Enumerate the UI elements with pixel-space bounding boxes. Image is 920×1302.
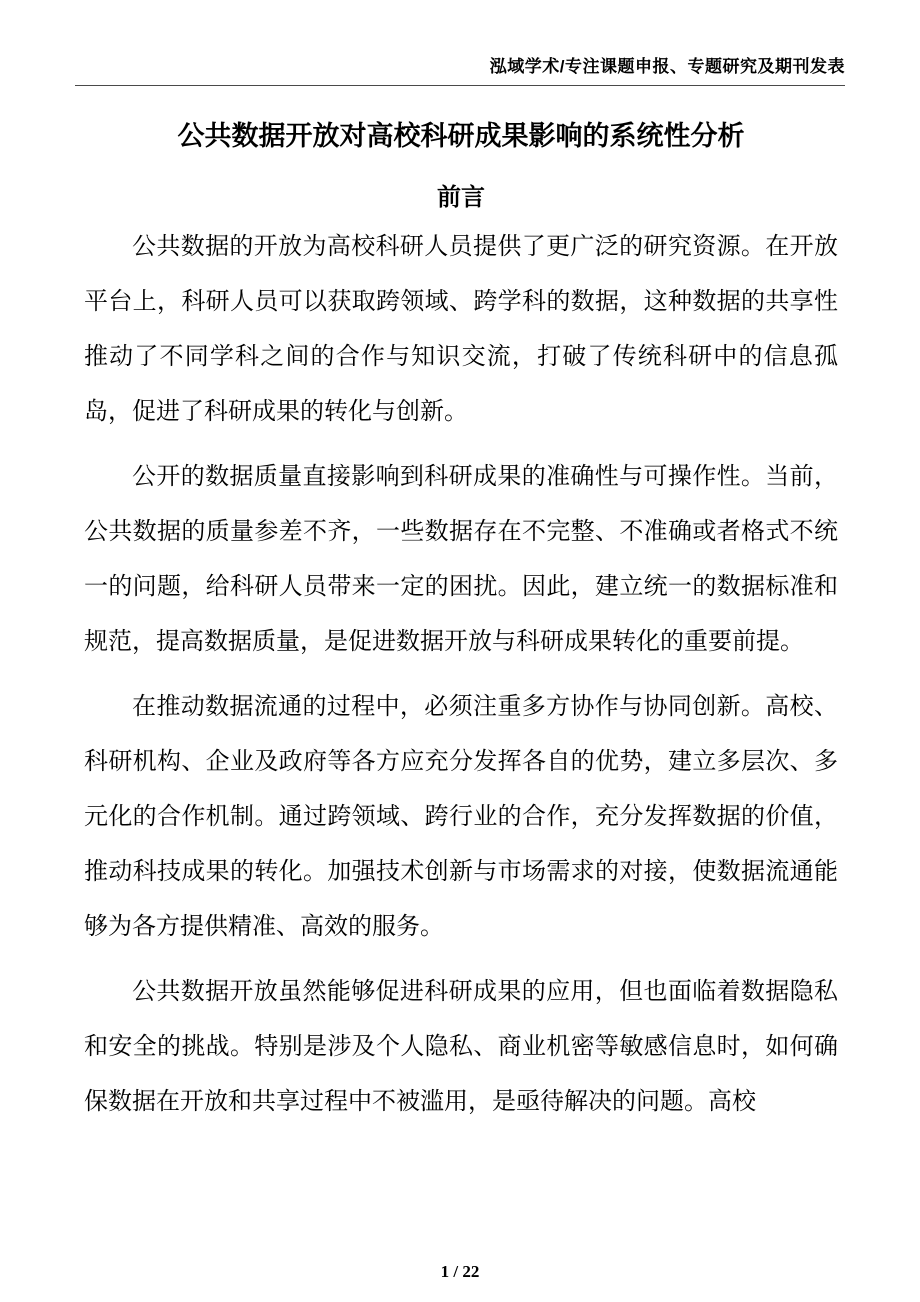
document-body — [84, 86, 838, 1140]
paragraph-4: 公共数据开放虽然能够促进科研成果的应用，但也面临着数据隐私和安全的挑战。特别是涉及个人隐私、商业机密等敏感信息时，如何确保数据在开放和共享过程中不被滥用，是亟待解决的问题。高校 — [84, 979, 838, 1115]
paragraph-3: 在推动数据流通的过程中，必须注重多方协作与协同创新。高校、科研机构、企业及政府等各方应充分发挥各自的优势，建立多层次、多元化的合作机制。通过跨领域、跨行业的合作，充分发挥数据的价值，推动科技成果的转化。加强技术创新与市场需求的对接，使数据流通能够为各方提供精准、高效的服务。 — [84, 694, 838, 940]
document-title: 公共数据开放对高校科研成果影响的系统性分析 — [177, 121, 745, 151]
page-number: 1 / 22 — [440, 1262, 480, 1281]
section-heading-preface: 前言 — [437, 184, 485, 211]
paragraphs-container — [84, 220, 838, 1130]
paragraph-1: 公共数据的开放为高校科研人员提供了更广泛的研究资源。在开放平台上，科研人员可以获取跨领域、跨学科的数据，这种数据的共享性推动了不同学科之间的合作与知识交流，打破了传统科研中的信息孤岛，促进了科研成果的转化与创新。 — [84, 234, 838, 425]
paragraph-2: 公开的数据质量直接影响到科研成果的准确性与可操作性。当前，公共数据的质量参差不齐，一些数据存在不完整、不准确或者格式不统一的问题，给科研人员带来一定的困扰。因此，建立统一的数据标准和规范，提高数据质量，是促进数据开放与科研成果转化的重要前提。 — [84, 464, 838, 655]
page-header — [75, 0, 845, 86]
header-brand-text: 泓域学术/专注课题申报、专题研究及期刊发表 — [489, 57, 845, 76]
